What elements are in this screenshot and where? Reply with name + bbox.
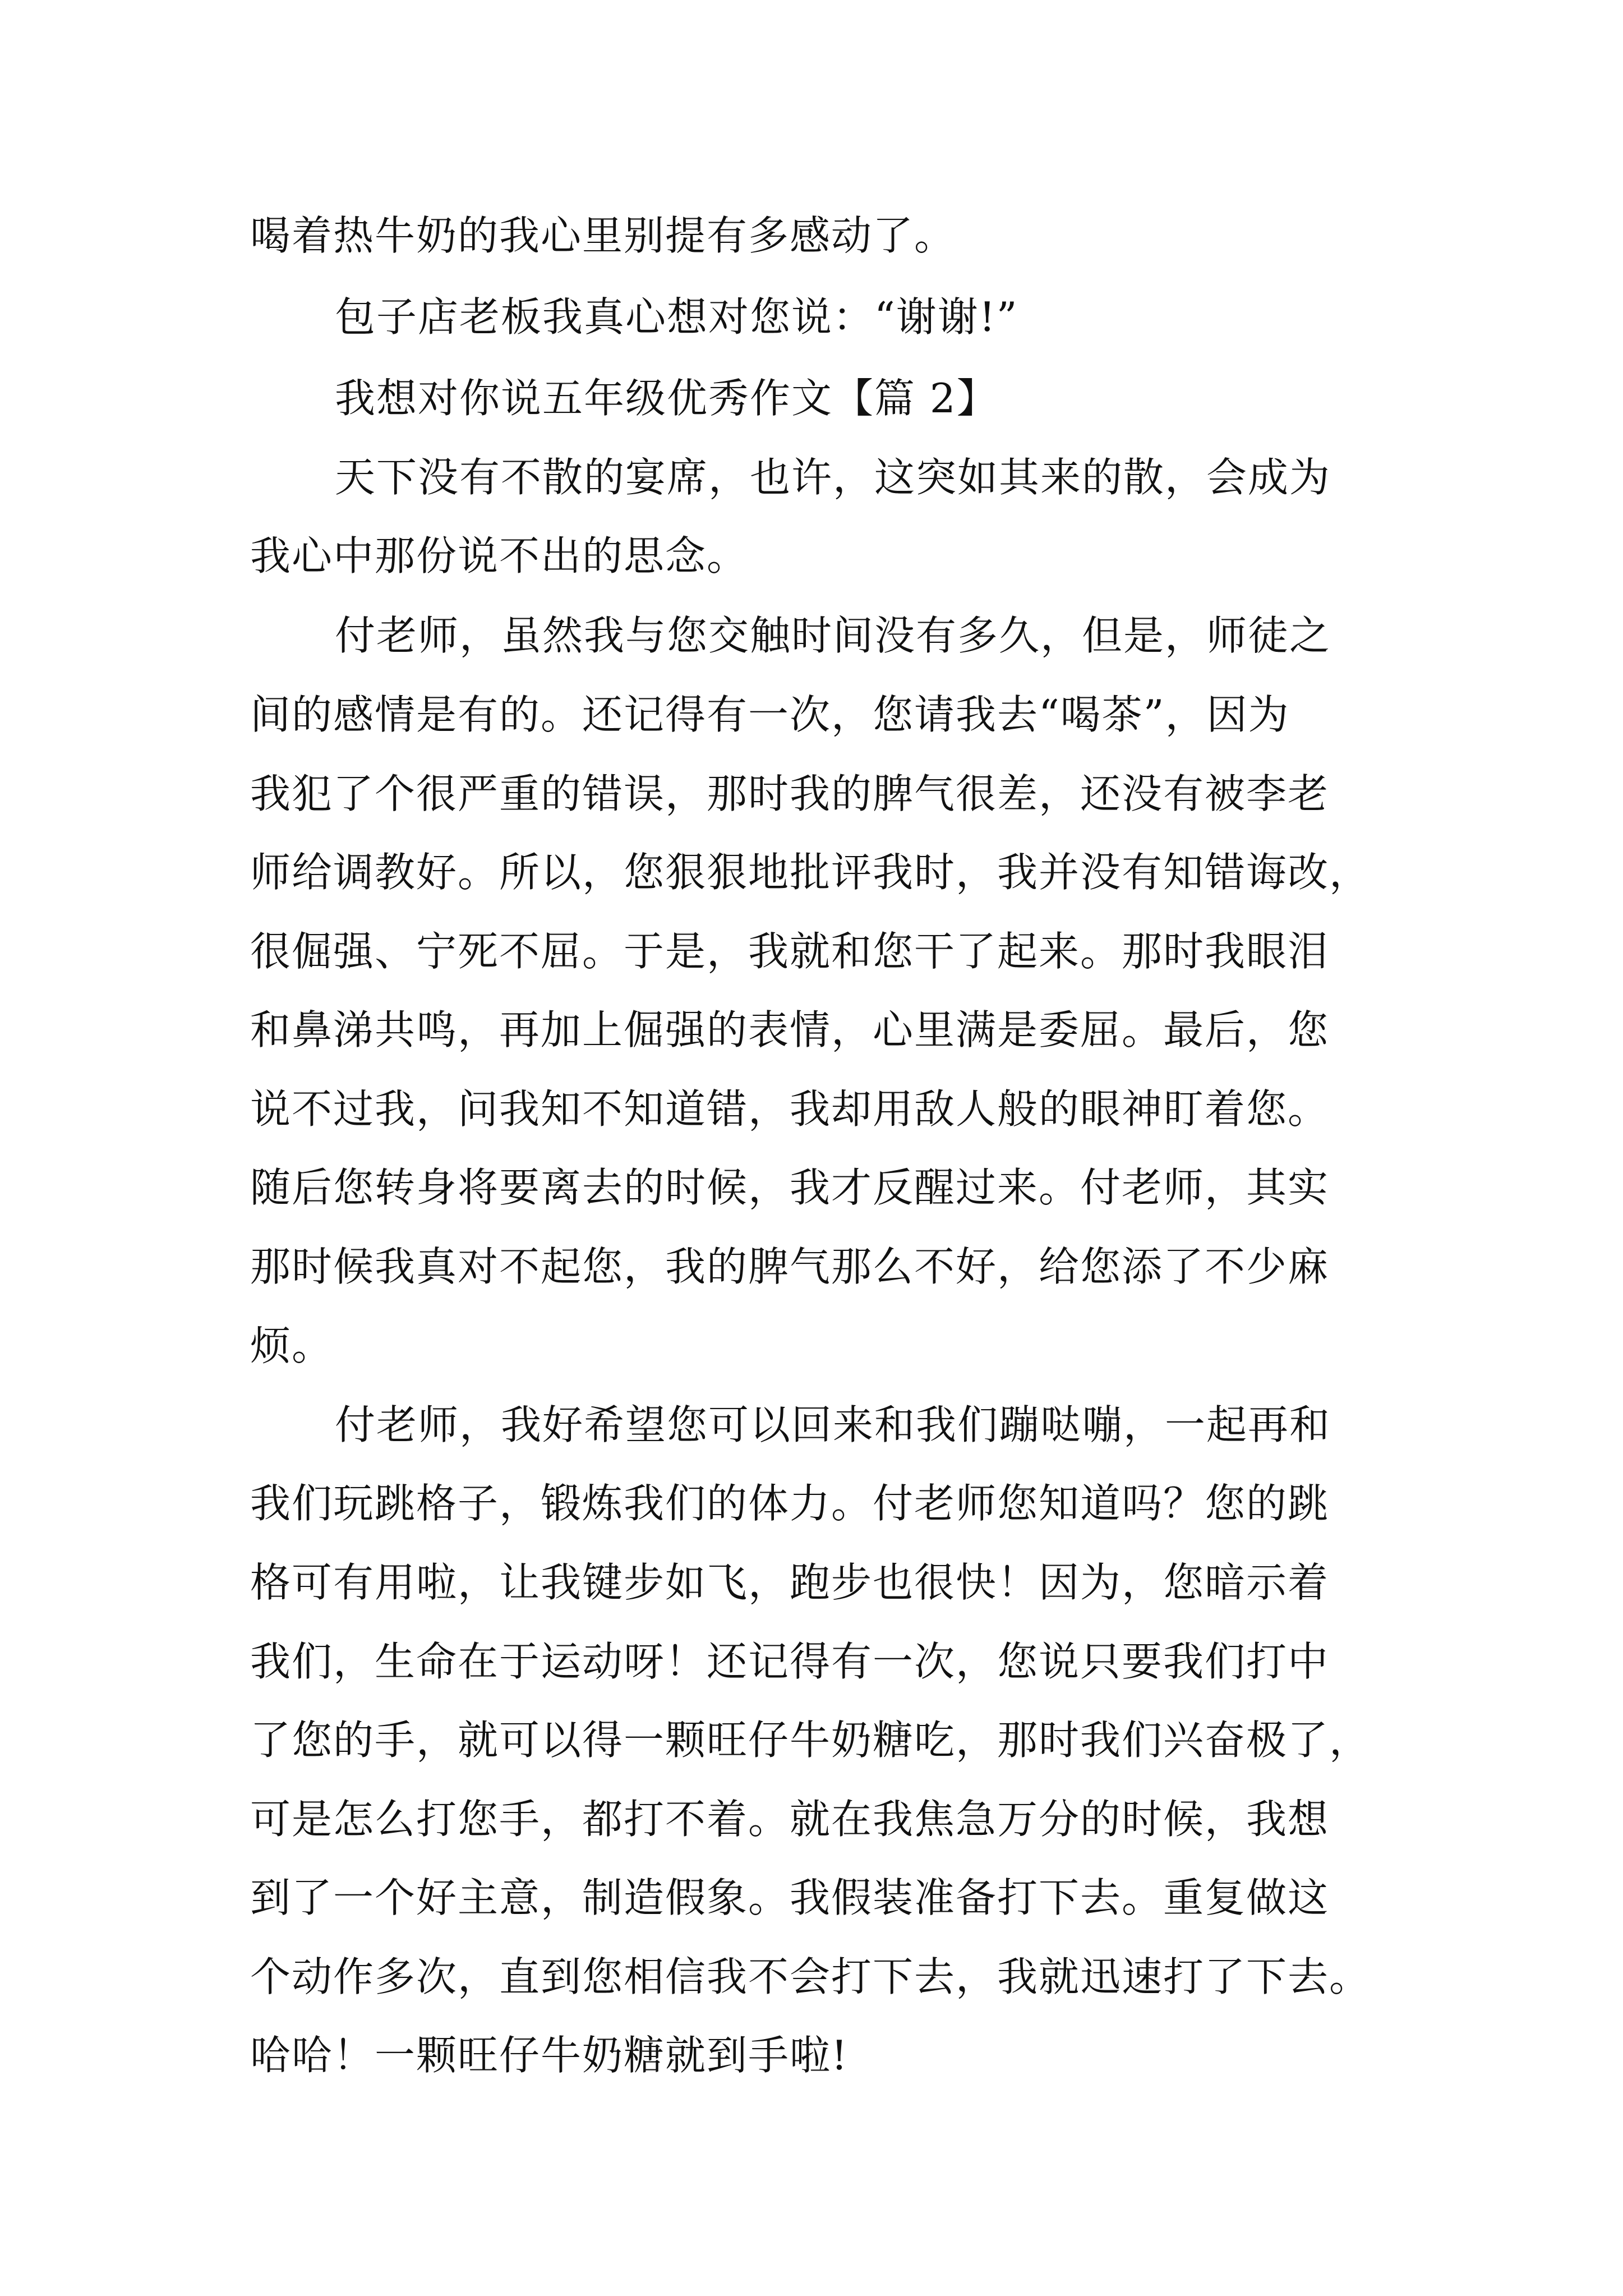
text-line: 我心中那份说不出的思念。 [250, 532, 749, 579]
text-line: 烦。 [250, 1322, 334, 1369]
text-line: 天下没有不散的宴席，也许，这突如其来的散，会成为 [335, 454, 1331, 501]
text-line: 哈哈！一颗旺仔牛奶糖就到手啦! [250, 2032, 849, 2079]
text-line: 很倔强、宁死不屈。于是，我就和您干了起来。那时我眼泪 [250, 928, 1330, 975]
text-line: 个动作多次，直到您相信我不会打下去，我就迅速打了下去。 [250, 1953, 1371, 2000]
text-line: 说不过我，问我知不知道错，我却用敌人般的眼神盯着您。 [250, 1085, 1330, 1133]
text-line: 格可有用啦，让我键步如飞，跑步也很快！因为，您暗示着 [250, 1559, 1330, 1606]
text-line: 我们，生命在于运动呀！还记得有一次，您说只要我们打中 [250, 1638, 1330, 1685]
text-line: 我们玩跳格子，锻炼我们的体力。付老师您知道吗？您的跳 [250, 1480, 1330, 1527]
text-line: 师给调教好。所以，您狠狠地批评我时，我并没有知错诲改， [250, 849, 1371, 896]
text-line: 和鼻涕共鸣，再加上倔强的表情，心里满是委屈。最后，您 [250, 1006, 1330, 1053]
text-line: 到了一个好主意，制造假象。我假装准备打下去。重复做这 [250, 1874, 1330, 1921]
text-line: 我犯了个很严重的错误，那时我的脾气很差，还没有被李老 [250, 770, 1330, 817]
text-line: 喝着热牛奶的我心里别提有多感动了。 [250, 212, 956, 259]
text-line: 付老师，虽然我与您交触时间没有多久，但是，师徒之 [335, 612, 1331, 659]
text-line: 了您的手，就可以得一颗旺仔牛奶糖吃，那时我们兴奋极了， [250, 1717, 1371, 1764]
section-heading: 我想对你说五年级优秀作文【篇 2】 [335, 375, 998, 422]
text-line: 包子店老板我真心想对您说：“谢谢!” [335, 293, 1018, 341]
text-line: 付老师，我好希望您可以回来和我们蹦哒嘣，一起再和 [335, 1401, 1331, 1448]
text-line: 那时候我真对不起您，我的脾气那么不好，给您添了不少麻 [250, 1243, 1330, 1290]
text-line: 可是怎么打您手，都打不着。就在我焦急万分的时候，我想 [250, 1796, 1330, 1843]
text-line: 随后您转身将要离去的时候，我才反醒过来。付老师，其实 [250, 1164, 1330, 1211]
text-line: 间的感情是有的。还记得有一次，您请我去“喝茶”，因为 [250, 691, 1290, 738]
